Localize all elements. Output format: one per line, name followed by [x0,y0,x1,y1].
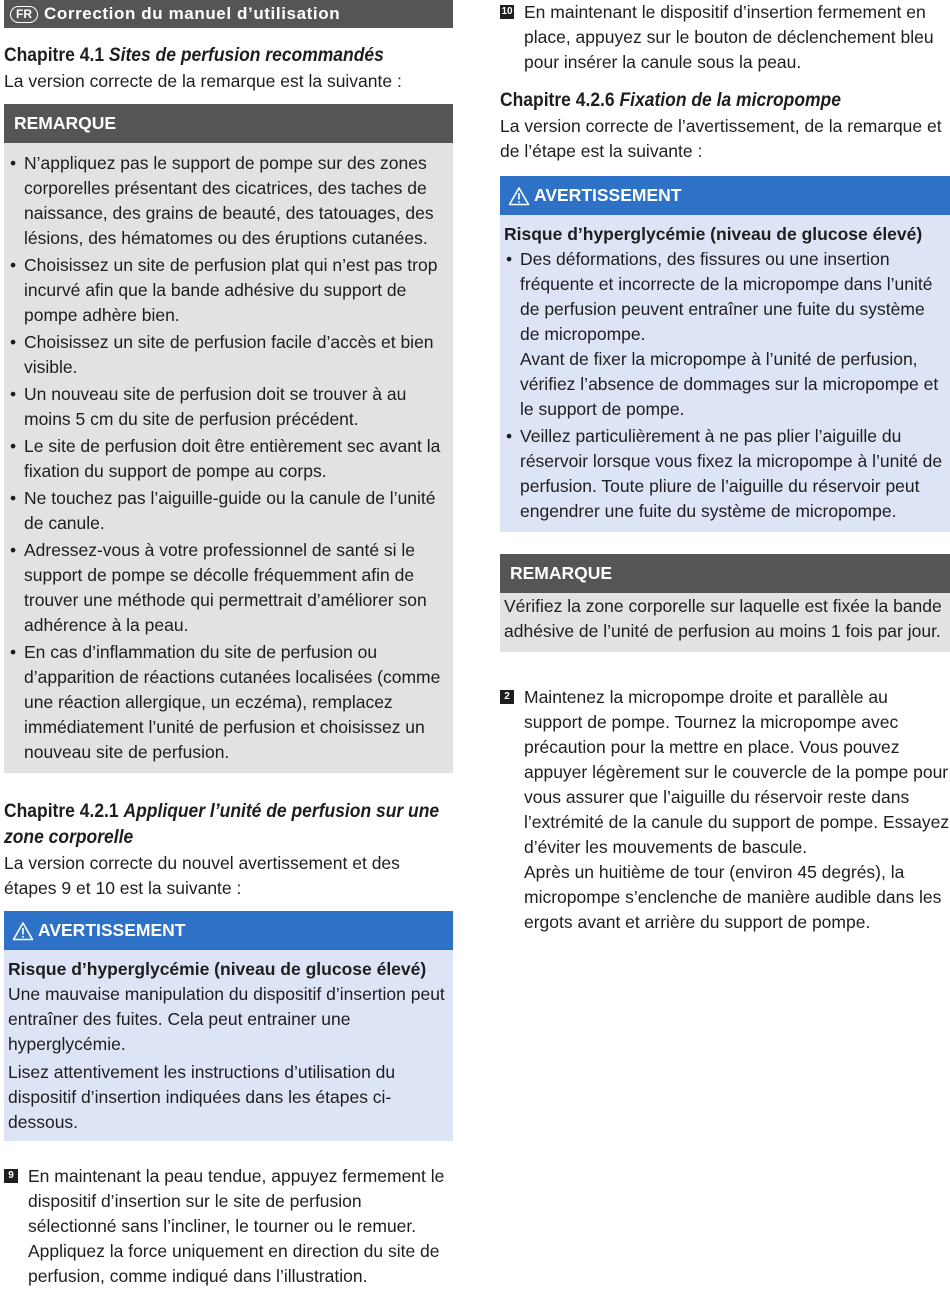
step-text: Maintenez la micropompe droite et parallèle au support de pompe. Tournez la micropompe avec précaution pour la mettre en place. Vous pouvez appuyer légèrement sur le couvercle de la pompe pour vous assurer que l’aiguille du réservoir reste dans l’extrémité de la canule du support de pompe. Essayez d’éviter les mouvements de bascule. [524,687,950,857]
chapter-heading [500,88,914,114]
chapter-title: Appliquer l’unité de perfusion sur une zone corporelle [4,801,440,848]
warning-paragraph: Une mauvaise manipulation du dispositif d’insertion peut entraîner des fuites. Cela peut entrainer une hyperglycémie. [8,984,445,1054]
section-ch41 [4,43,453,94]
warning-box-header [500,176,950,215]
note-box-body [4,143,453,773]
chapter-title: Fixation de la micropompe [619,90,841,111]
note-box-header: REMARQUE [4,104,453,143]
chapter-intro: La version correcte de la remarque est la suivante : [4,71,402,91]
list-item-extra: Avant de fixer la micropompe à l’unité de perfusion, vérifiez l’absence de dommages sur la micropompe et le support de pompe. [520,349,939,419]
chapter-intro: La version correcte du nouvel avertissement et des étapes 9 et 10 est la suivante : [4,853,400,898]
warning-box-header [4,911,453,950]
warning-box-body [4,950,453,1141]
risk-title: Risque d’hyperglycémie (niveau de glucose élevé) [504,224,923,244]
list-item: • N’appliquez pas le support de pompe sur des zones corporelles présentant des cicatrices, des taches de naissance, des grains de beauté, des tatouages, des lésions, des hématomes ou des éruptions cutanées. [8,151,449,251]
chapter-heading [4,799,441,851]
section-ch421 [4,799,453,901]
list-item-text: Des déformations, des fissures ou une insertion fréquente et incorrecte de la micropompe dans l’unité de perfusion peuvent entraîner une fuite du système de micropompe. [520,249,933,344]
risk-title: Risque d’hyperglycémie (niveau de glucose élevé) [8,959,427,979]
chapter-number: Chapitre 4.1 [4,45,105,66]
note-box [500,554,950,652]
warning-box [4,911,453,1141]
chapter-title: Sites de perfusion recommandés [108,45,384,66]
warning-label: AVERTISSEMENT [38,920,186,940]
document-title: Correction du manuel d’utilisation [44,4,341,23]
note-box [4,104,453,773]
list-item: • Choisissez un site de perfusion plat qui n’est pas trop incurvé afin que la bande adhésive du support de pompe adhère bien. [8,253,449,328]
step-9 [4,1164,453,1289]
warning-box [500,176,950,532]
list-item: • En cas d’inflammation du site de perfusion ou d’apparition de réactions cutanées localisées (comme une réaction allergique, un eczéma), remplacez immédiatement l’unité de perfusion et choisissez un nouveau site de perfusion. [8,640,449,765]
step-number-badge: 2 [500,690,514,704]
list-item: • Adressez-vous à votre professionnel de santé si le support de pompe se décolle fréquemment afin de trouver une méthode qui permettrait d’améliorer son adhérence à la peau. [8,538,449,638]
step-number-badge: 10 [501,6,513,17]
list-item: • Le site de perfusion doit être entièrement sec avant la fixation du support de pompe au corps. [8,434,449,484]
list-item: • Choisissez un site de perfusion facile d’accès et bien visible. [8,330,449,380]
step-text: En maintenant la peau tendue, appuyez fermement le dispositif d’insertion sur le site de perfusion sélectionné sans l’incliner, le tourner ou le remuer. Appliquez la force uniquement en direction du site de perfusion, comme indiqué dans l’illustration. [28,1166,445,1286]
language-badge: FR [10,6,38,23]
warning-triangle-icon [508,186,530,206]
list-item [504,424,946,524]
list-item: • Ne touchez pas l’aiguille-guide ou la canule de l’unité de canule. [8,486,449,536]
note-box-body [500,593,950,652]
step-10 [500,0,950,75]
step-extra-text: Après un huitième de tour (environ 45 degrés), la micropompe s’enclenche de manière audible dans les ergots avant et arrière du support de pompe. [524,862,942,932]
list-item-text: Veillez particulièrement à ne pas plier l’aiguille du réservoir lorsque vous fixez la micropompe à l’unité de perfusion. Toute pliure de l’aiguille du réservoir peut engendrer une fuite du système de micropompe. [520,426,943,521]
list-item [504,247,946,422]
note-list [8,151,449,765]
warning-box-body [500,215,950,532]
step-number-badge: 9 [4,1169,18,1183]
note-paragraph: Vérifiez la zone corporelle sur laquelle est fixée la bande adhésive de l’unité de perfusion au moins 1 fois par jour. [504,596,942,641]
step-2 [500,685,950,935]
warning-paragraph: Lisez attentivement les instructions d’utilisation du dispositif d’insertion indiquées dans les étapes ci-dessous. [8,1062,396,1132]
section-ch426 [500,88,950,164]
chapter-number: Chapitre 4.2.1 [4,801,119,822]
document-header [4,0,453,28]
warning-label: AVERTISSEMENT [534,185,682,205]
chapter-number: Chapitre 4.2.6 [500,90,615,111]
chapter-heading [4,43,417,69]
list-item: • Un nouveau site de perfusion doit se trouver à au moins 5 cm du site de perfusion précédent. [8,382,449,432]
warning-triangle-icon [12,921,34,941]
left-column [4,0,453,1289]
chapter-intro: La version correcte de l’avertissement, de la remarque et de l’étape est la suivante : [500,116,942,161]
right-column [500,0,950,935]
warning-list [504,247,946,524]
note-box-header: REMARQUE [500,554,950,593]
step-text: En maintenant le dispositif d’insertion fermement en place, appuyez sur le bouton de déclenchement bleu pour insérer la canule sous la peau. [524,2,934,72]
